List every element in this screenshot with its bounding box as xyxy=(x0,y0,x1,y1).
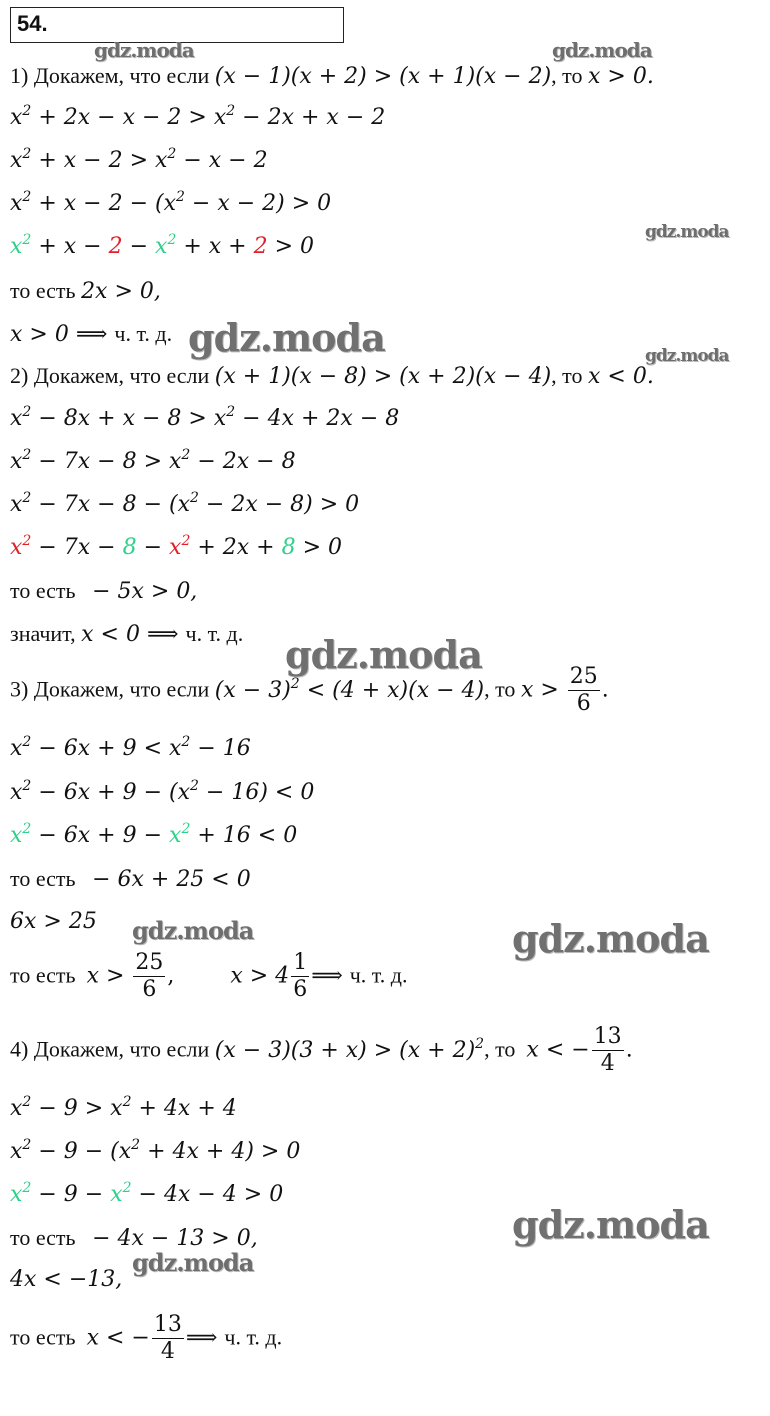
problem-4-statement: 4) Докажем, что если $(x - 3)(3 + x) > (x + 2)^2$, то x < − $\frac{13}{4}$ . xyxy=(10,1024,633,1076)
problem-1-step-2: $x^2 + x - 2 > x^2 - x - 2$ xyxy=(10,146,268,173)
problem-3-conclusion: то есть x > $\frac{25}{6}$ , x > 4 $\frac{1}{6}$ ⟹ ч. т. д. xyxy=(10,950,408,1002)
problem-2-step-3: $x^2 - 7x - 8 - (x^2 - 2x - 8) > 0$ xyxy=(10,490,360,517)
watermark-logo: gdz.moda xyxy=(188,315,385,360)
problem-4-step-3: $x^2 - 9 - x^2 - 4x - 4 > 0$ xyxy=(10,1180,284,1207)
problem-1-conclusion: x > 0 ⟹ ч. т. д. xyxy=(10,321,173,347)
watermark-logo: gdz.moda xyxy=(94,38,194,62)
problem-3-statement: 3) Докажем, что если $(x - 3)^2 < (4 + x)(x - 4)$, то x > $\frac{25}{6}$ . xyxy=(10,664,609,716)
problem-4-conclusion: то есть x < − $\frac{13}{4}$ ⟹ ч. т. д. xyxy=(10,1312,283,1364)
watermark-logo: gdz.moda xyxy=(132,1248,254,1277)
watermark-logo: gdz.moda xyxy=(645,346,729,366)
problem-2-step-1: $x^2 - 8x + x - 8 > x^2 - 4x + 2x - 8$ xyxy=(10,404,400,431)
problem-2-step-4: $x^2 - 7x - 8 - x^2 + 2x + 8 > 0$ xyxy=(10,533,343,560)
problem-2-statement: 2) Докажем, что если (x + 1)(x − 8) > (x + 2)(x − 4), то x < 0. xyxy=(10,363,654,389)
problem-1-step-4: $x^2 + x - 2 - x^2 + x + 2 > 0$ xyxy=(10,232,315,259)
problem-3-step-5: 6x > 25 xyxy=(10,909,97,934)
exercise-number: 54. xyxy=(17,11,48,36)
problem-4-step-4: то есть − 4x − 13 > 0, xyxy=(10,1225,258,1251)
problem-3-step-4: то есть − 6x + 25 < 0 xyxy=(10,866,251,892)
fraction-25-6: $\frac{25}{6}$ xyxy=(569,664,598,716)
problem-3-step-2: $x^2 - 6x + 9 - (x^2 - 16) < 0$ xyxy=(10,778,315,805)
problem-1-statement: 1) Докажем, что если (x − 1)(x + 2) > (x + 1)(x − 2), то x > 0. xyxy=(10,63,654,89)
problem-3-step-3: $x^2 - 6x + 9 - x^2 + 16 < 0$ xyxy=(10,821,298,848)
watermark-logo: gdz.moda xyxy=(285,632,482,677)
problem-4-step-5: 4x < −13, xyxy=(10,1267,123,1292)
problem-2-step-5: то есть − 5x > 0, xyxy=(10,578,198,604)
watermark-logo: gdz.moda xyxy=(132,916,254,945)
problem-1-step-5: то есть 2x > 0, xyxy=(10,278,161,304)
watermark-logo: gdz.moda xyxy=(552,38,652,62)
problem-2-step-2: $x^2 - 7x - 8 > x^2 - 2x - 8$ xyxy=(10,447,296,474)
problem-4-step-1: $x^2 - 9 > x^2 + 4x + 4$ xyxy=(10,1094,237,1121)
problem-1-step-3: $x^2 + x - 2 - (x^2 - x - 2) > 0$ xyxy=(10,189,332,216)
watermark-logo: gdz.moda xyxy=(512,1202,709,1247)
problem-2-conclusion: значит, x < 0 ⟹ ч. т. д. xyxy=(10,621,244,647)
problem-4-step-2: $x^2 - 9 - (x^2 + 4x + 4) > 0$ xyxy=(10,1137,301,1164)
watermark-logo: gdz.moda xyxy=(512,916,709,961)
watermark-logo: gdz.moda xyxy=(645,222,729,242)
problem-1-step-1: $x^2 + 2x - x - 2 > x^2 - 2x + x - 2$ xyxy=(10,103,386,130)
problem-3-step-1: $x^2 - 6x + 9 < x^2 - 16$ xyxy=(10,734,251,761)
